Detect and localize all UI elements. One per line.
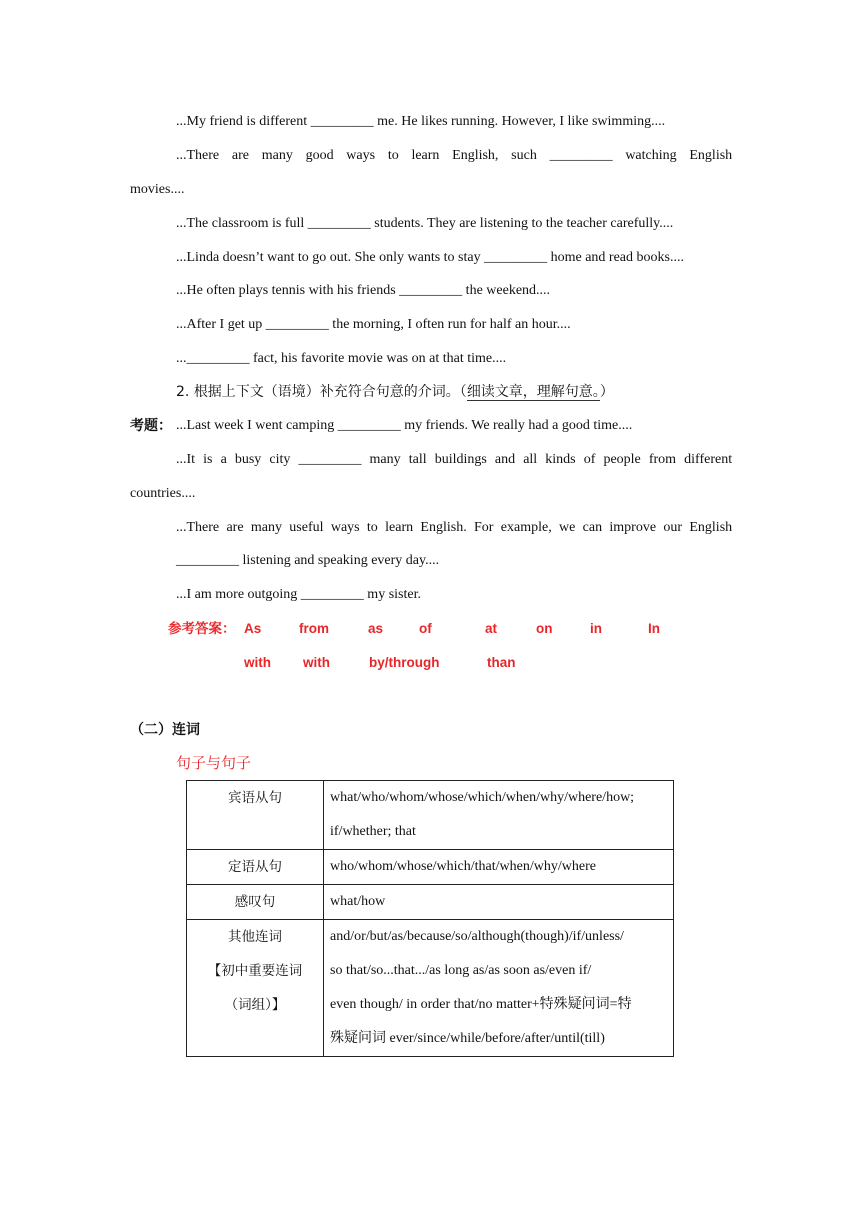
exam-item-1: ...Last week I went camping _________ my friends. We really had a good time....	[176, 418, 633, 433]
word: our	[663, 520, 683, 535]
conjunctions-line: so that/so...that.../as long as/as soon as/even if/	[330, 963, 592, 978]
answer-8: In	[648, 621, 660, 636]
exam-item-3-line2: _________ listening and speaking every day....	[176, 553, 440, 568]
exam-item-3-line1	[176, 518, 732, 538]
clause-type: 宾语从句	[228, 790, 282, 806]
word: to	[387, 148, 399, 163]
word: and	[494, 452, 516, 467]
word: busy	[234, 452, 262, 467]
word: ways	[330, 520, 360, 535]
practice-item-4: ...Linda doesn’t want to go out. She only wants to stay _________ home and read books....	[176, 250, 684, 265]
clause-type: （词组）】	[224, 997, 286, 1013]
answer-12: than	[487, 655, 516, 670]
task-2-close: ）	[599, 384, 614, 400]
clause-type-cell	[187, 920, 324, 1057]
word: English	[689, 520, 732, 535]
task-2-number: 2.	[176, 384, 190, 400]
answer-11: by/through	[369, 655, 440, 670]
conjunctions-line: who/whom/whose/which/that/when/why/where	[330, 859, 596, 874]
clause-type-cell	[187, 850, 324, 885]
word: learn	[385, 520, 414, 535]
word: many	[369, 452, 401, 467]
conjunctions-cell	[324, 920, 674, 1057]
word: tall	[408, 452, 427, 467]
word: people	[603, 452, 641, 467]
conjunctions-cell	[324, 850, 674, 885]
word: watching	[625, 148, 677, 163]
answers-row-2	[0, 653, 860, 673]
clause-type: 定语从句	[228, 859, 282, 875]
word: a	[220, 452, 227, 467]
word: from	[648, 452, 677, 467]
practice-item-6: ...After I get up _________ the morning, I often run for half an hour....	[176, 317, 571, 332]
answer-4: of	[419, 621, 432, 636]
section-2-title: （二）连词	[130, 722, 200, 738]
word: is	[203, 452, 213, 467]
exam-label: 考题：	[130, 418, 172, 434]
word: different	[684, 452, 732, 467]
word: improve	[609, 520, 657, 535]
word: can	[582, 520, 603, 535]
clause-type: 其他连词	[228, 929, 282, 945]
practice-item-1: ...My friend is different _________ me. He likes running. However, I like swimming....	[176, 114, 666, 129]
task-2-instruction	[176, 382, 614, 402]
answer-6: on	[536, 621, 553, 636]
answer-3: as	[368, 621, 384, 636]
practice-item-2-line1	[176, 146, 732, 166]
word: ...There	[176, 520, 220, 535]
exam-item-4: ...I am more outgoing _________ my sister.	[176, 587, 421, 602]
word: of	[583, 452, 596, 467]
answer-5: at	[485, 621, 498, 636]
table-row	[187, 920, 674, 1057]
word: ways	[346, 148, 376, 163]
task-2-text: 根据上下文（语境）补充符合句意的介词。（	[193, 384, 467, 400]
conjunctions-line: 殊疑问词 ever/since/while/before/after/until(till)	[330, 1031, 605, 1046]
clause-type-cell	[187, 781, 324, 850]
conjunction-table	[186, 780, 674, 1057]
word: we	[559, 520, 576, 535]
word: English	[689, 148, 732, 163]
conjunctions-line: even though/ in order that/no matter+特殊疑问词=特	[330, 997, 632, 1012]
answers-row-1	[0, 619, 860, 639]
practice-item-5: ...He often plays tennis with his friends _________ the weekend....	[176, 283, 551, 298]
table-row	[187, 781, 674, 850]
practice-item-2-line2: movies....	[130, 182, 185, 197]
practice-item-7: ..._________ fact, his favorite movie was on at that time....	[176, 351, 507, 366]
table-row	[187, 885, 674, 920]
practice-item-3: ...The classroom is full _________ students. They are listening to the teacher carefully....	[176, 216, 674, 231]
answer-7: in	[590, 621, 602, 636]
word: all	[523, 452, 538, 467]
word: English,	[452, 148, 499, 163]
task-2-underlined-hint: 细读文章，理解句意。	[466, 384, 600, 400]
word: For	[474, 520, 494, 535]
word: kinds	[545, 452, 576, 467]
exam-item-2-line2: countries....	[130, 486, 196, 501]
word: learn	[411, 148, 440, 163]
word: good	[305, 148, 334, 163]
word: buildings	[434, 452, 487, 467]
word: useful	[289, 520, 324, 535]
section-2-subtitle: 句子与句子	[176, 754, 252, 772]
conjunctions-cell	[324, 885, 674, 920]
answer-10: with	[303, 655, 330, 670]
word: ...It	[176, 452, 196, 467]
exam-item-2-line1	[176, 450, 732, 470]
answer-9: with	[244, 655, 271, 670]
conjunctions-line: what/who/whom/whose/which/when/why/where/how;	[330, 790, 635, 805]
clause-type: 感叹句	[234, 894, 276, 910]
word: example,	[500, 520, 552, 535]
word: English.	[420, 520, 467, 535]
conjunctions-line: what/how	[330, 894, 386, 909]
word: to	[366, 520, 378, 535]
conjunctions-line: and/or/but/as/because/so/although(though)/if/unless/	[330, 929, 624, 944]
word: many	[250, 520, 282, 535]
word: are	[226, 520, 244, 535]
word: such	[511, 148, 537, 163]
word: _________	[549, 148, 613, 163]
conjunctions-line: if/whether; that	[330, 824, 416, 839]
word: city	[269, 452, 291, 467]
word: are	[231, 148, 249, 163]
word: ...There	[176, 148, 220, 163]
clause-type-cell	[187, 885, 324, 920]
conjunctions-cell	[324, 781, 674, 850]
table-row	[187, 850, 674, 885]
word: _________	[298, 452, 362, 467]
word: many	[261, 148, 293, 163]
answer-label: 参考答案：	[168, 621, 236, 636]
answer-2: from	[299, 621, 329, 636]
answer-1: As	[244, 621, 262, 636]
clause-type: 【初中重要连词	[207, 963, 303, 979]
